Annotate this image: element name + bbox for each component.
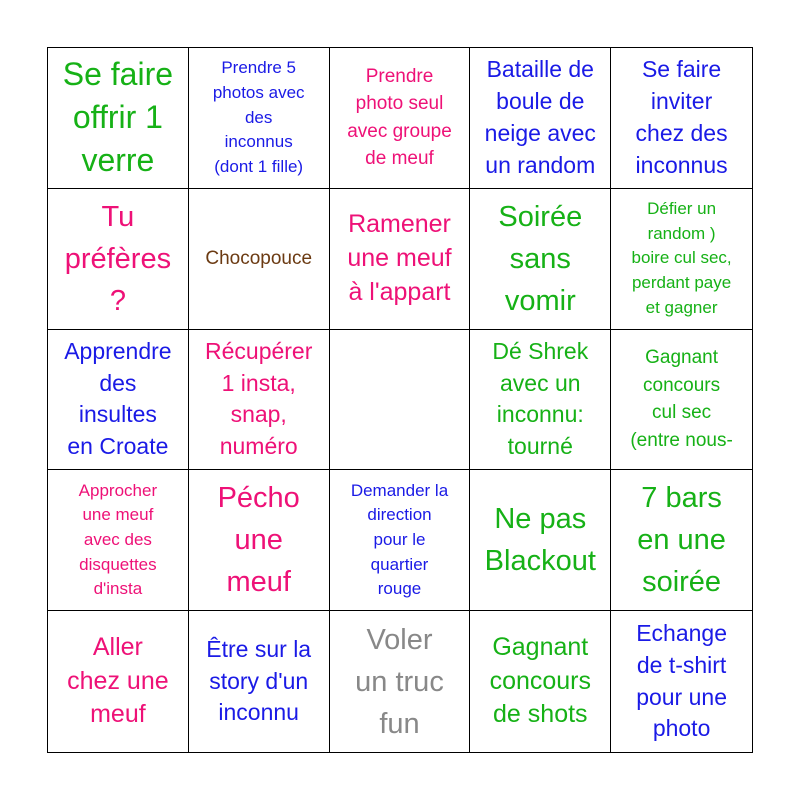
- bingo-board: [47, 47, 753, 753]
- bingo-cell[interactable]: [470, 611, 611, 752]
- bingo-cell[interactable]: [330, 189, 471, 330]
- cell-label: Prendre photo seul avec groupe de meuf: [347, 65, 452, 170]
- bingo-cell[interactable]: [48, 330, 189, 471]
- bingo-cell[interactable]: [611, 189, 752, 330]
- cell-label: Gagnant concours cul sec (entre nous-: [630, 347, 733, 452]
- bingo-cell[interactable]: [470, 470, 611, 611]
- cell-label: Ramener une meuf à l'appart: [347, 210, 452, 306]
- bingo-cell[interactable]: [470, 330, 611, 471]
- cell-label: Apprendre des insultes en Croate: [64, 338, 172, 460]
- cell-label: Se faire offrir 1 verre: [62, 56, 174, 179]
- cell-label: Prendre 5 photos avec des inconnus (dont 1 fille): [212, 58, 305, 176]
- bingo-cell[interactable]: [189, 330, 330, 471]
- bingo-cell[interactable]: [470, 48, 611, 189]
- cell-label: Récupérer 1 insta, snap, numéro: [205, 338, 313, 460]
- bingo-cell[interactable]: [189, 470, 330, 611]
- cell-label: Défier un random ) boire cul sec, perdant paye et gagner: [631, 199, 732, 317]
- cell-label: Approcher une meuf avec des disquettes d'insta: [78, 480, 158, 599]
- cell-label: Demander la direction pour le quartier rouge: [350, 480, 449, 599]
- bingo-cell[interactable]: [48, 470, 189, 611]
- cell-label: Chocopouce: [205, 247, 313, 269]
- bingo-cell[interactable]: [611, 611, 752, 752]
- cell-label: Soirée sans vomir: [498, 200, 583, 317]
- cell-label: Ne pas Blackout: [484, 503, 596, 578]
- bingo-cell[interactable]: [189, 189, 330, 330]
- cell-label: Voler un truc fun: [355, 623, 444, 740]
- cell-label: Être sur la story d'un inconnu: [206, 635, 312, 726]
- cell-label: 7 bars en une soirée: [637, 482, 726, 599]
- cell-label: Gagnant concours de shots: [489, 632, 592, 729]
- cell-label: Pécho une meuf: [217, 482, 300, 599]
- bingo-cell[interactable]: [330, 611, 471, 752]
- bingo-cell[interactable]: [330, 470, 471, 611]
- bingo-cell[interactable]: [611, 48, 752, 189]
- bingo-cell[interactable]: [189, 611, 330, 752]
- bingo-cell[interactable]: [470, 189, 611, 330]
- bingo-cell[interactable]: [48, 611, 189, 752]
- bingo-cell[interactable]: [330, 48, 471, 189]
- cell-label: Echange de t-shirt pour une photo: [636, 620, 727, 742]
- bingo-cell[interactable]: [48, 189, 189, 330]
- bingo-cell[interactable]: [611, 470, 752, 611]
- cell-label: Se faire inviter chez des inconnus: [635, 56, 728, 178]
- cell-label: Tu préfères ?: [64, 200, 172, 317]
- cell-label: Aller chez une meuf: [67, 632, 169, 729]
- cell-label: Bataille de boule de neige avec un random: [484, 56, 596, 178]
- cell-label: Dé Shrek avec un inconnu: tourné: [492, 338, 589, 460]
- bingo-cell[interactable]: [611, 330, 752, 471]
- bingo-cell[interactable]: [189, 48, 330, 189]
- bingo-cell[interactable]: [48, 48, 189, 189]
- free-space-cell[interactable]: [330, 330, 471, 471]
